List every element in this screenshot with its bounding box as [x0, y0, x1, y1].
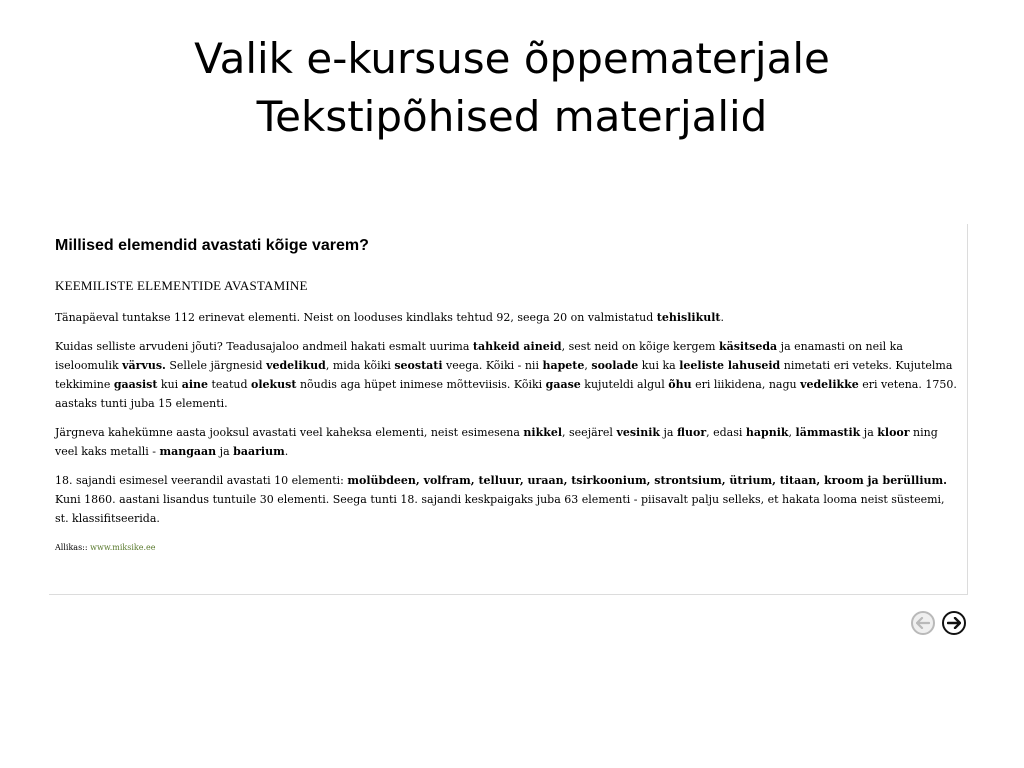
section-heading: KEEMILISTE ELEMENTIDE AVASTAMINE — [55, 278, 308, 293]
bold-term: hapete — [542, 359, 585, 372]
arrow-right-icon — [947, 617, 961, 629]
bold-term: käsitseda — [718, 340, 778, 353]
next-button[interactable] — [942, 611, 966, 635]
bold-term: fluor — [676, 426, 707, 439]
bold-term: gaasist — [113, 378, 158, 391]
bold-term: aine — [181, 378, 208, 391]
bold-term: tahkeid aineid — [472, 340, 562, 353]
bold-term: baarium — [233, 445, 285, 458]
bold-term: tehislikult — [656, 311, 721, 324]
bold-term: õhu — [668, 378, 692, 391]
text-run: Sellele järgnesid — [165, 359, 267, 372]
bold-term: soolade — [591, 359, 639, 372]
text-run: kui — [157, 378, 182, 391]
bold-term: nikkel — [523, 426, 563, 439]
text-run: 18. sajandi esimesel veerandil avastati 10 elementi: — [55, 474, 348, 487]
paragraph-1 — [55, 308, 959, 327]
text-run: veega. Kõiki - nii — [442, 359, 543, 372]
content-panel — [49, 224, 968, 595]
bold-term: hapnik — [745, 426, 789, 439]
source-line — [55, 542, 959, 554]
paragraph-3 — [55, 423, 959, 461]
text-run: , — [788, 426, 796, 439]
text-run: ning veel kaks metalli - — [55, 426, 938, 458]
arrow-left-icon — [916, 617, 930, 629]
question-heading: Millised elemendid avastati kõige varem? — [55, 237, 369, 254]
text-run: ja — [216, 445, 234, 458]
text-run: kujuteldi algul — [580, 378, 669, 391]
text-run: nõudis aga hüpet inimese mõtteviisis. Kõiki — [296, 378, 546, 391]
text-run: Kuni 1860. aastani lisandus tuntuile 30 elementi. Seega tunti 18. sajandi keskpaigaks juba 63 elementi - piisavalt palju selleks, et hakata looma neist süsteemi, st. klassifitseerida. — [55, 493, 945, 525]
content-panel-inner — [55, 236, 959, 554]
paragraphs — [55, 308, 959, 528]
bold-term: leeliste lahuseid — [679, 359, 781, 372]
paragraph-4 — [55, 471, 959, 528]
bold-term: värvus. — [122, 359, 166, 372]
text-run: ja enamasti on neil ka iseloomulik — [55, 340, 903, 372]
bold-term: mangaan — [159, 445, 217, 458]
bold-term: gaase — [545, 378, 581, 391]
bold-term: vedelikud — [266, 359, 326, 372]
slide-title-line2: Tekstipõhised materjalid — [256, 92, 768, 141]
text-run: eri liikidena, nagu — [691, 378, 801, 391]
text-run: nimetati eri veteks. Kujutelma tekkimine — [55, 359, 953, 391]
text-run: teatud — [208, 378, 252, 391]
text-run: Kuidas selliste arvudeni jõuti? Teadusajaloo andmeil hakati esmalt uurima — [55, 340, 473, 353]
text-run: , edasi — [706, 426, 746, 439]
bold-term: molübdeen, volfram, telluur, uraan, tsirkoonium, strontsium, ütrium, titaan, kroom ja berüllium. — [347, 474, 947, 487]
slide-title — [0, 30, 1024, 146]
source-label: Allikas:: — [55, 543, 88, 552]
text-run: . — [284, 445, 289, 458]
text-run: , seejärel — [562, 426, 617, 439]
bold-term: kloor — [877, 426, 910, 439]
paragraph-2 — [55, 337, 959, 413]
source-link[interactable]: www.miksike.ee — [90, 543, 156, 552]
text-run: eri vetena. 1750. aastaks tunti juba 15 elementi. — [55, 378, 957, 410]
text-run: , sest neid on kõige kergem — [561, 340, 719, 353]
text-run: ja — [860, 426, 878, 439]
text-run: , — [584, 359, 592, 372]
bold-term: seostati — [394, 359, 443, 372]
text-run: . — [720, 311, 724, 324]
bold-term: lämmastik — [795, 426, 861, 439]
text-run: kui ka — [638, 359, 680, 372]
previous-button[interactable] — [911, 611, 935, 635]
text-run: , mida kõiki — [325, 359, 395, 372]
text-run: ja — [660, 426, 677, 439]
text-run: Tänapäeval tuntakse 112 erinevat elementi. Neist on looduses kindlaks tehtud 92, seega 20 on valmistatud — [55, 311, 657, 324]
text-run: Järgneva kahekümne aasta jooksul avastati veel kaheksa elementi, neist esimesena — [55, 426, 524, 439]
bold-term: olekust — [251, 378, 297, 391]
bold-term: vesinik — [616, 426, 661, 439]
slide-title-line1: Valik e-kursuse õppematerjale — [194, 34, 830, 83]
bold-term: vedelikke — [800, 378, 859, 391]
